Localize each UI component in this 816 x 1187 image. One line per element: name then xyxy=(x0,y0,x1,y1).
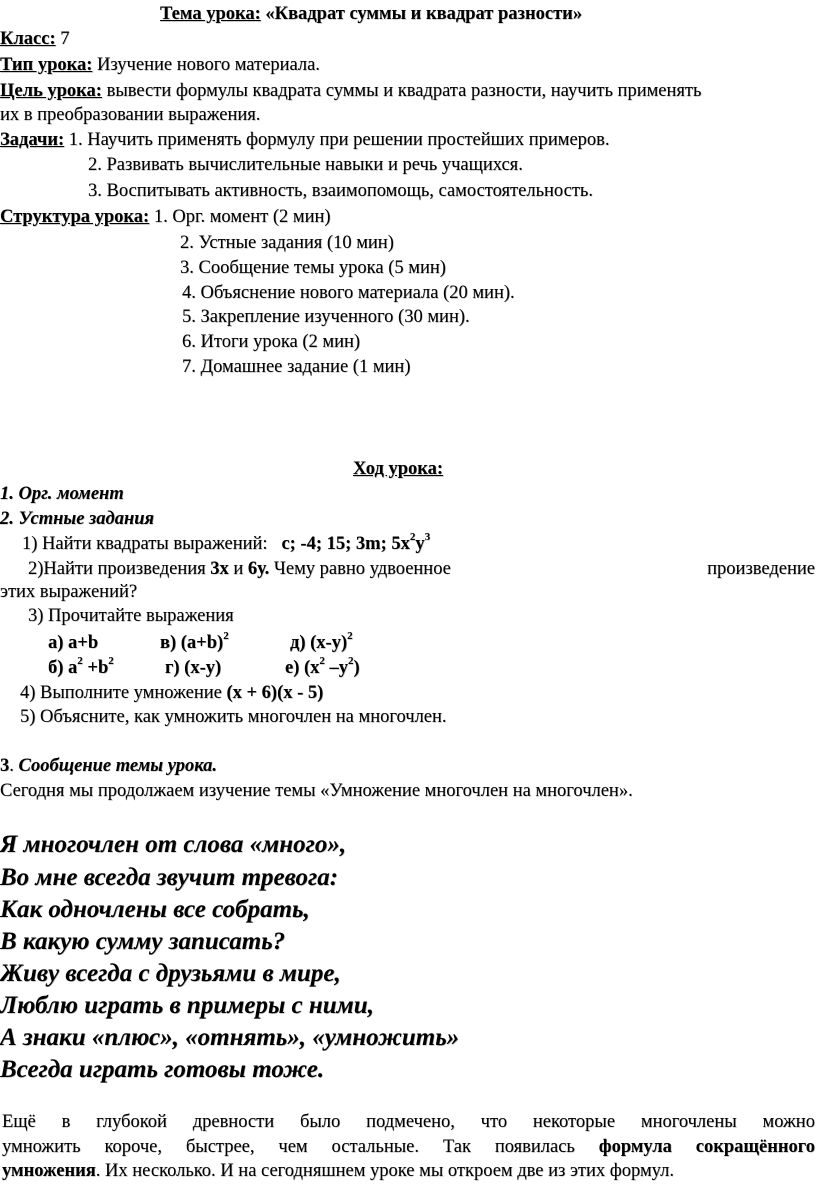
expression: б) $a^2 +b^2$ xyxy=(48,654,114,678)
poem-line: Люблю играть в примеры с ними, xyxy=(0,992,374,1019)
class-value: 7 xyxy=(60,29,70,49)
poem-line: Живу всегда с друзьями в мире, xyxy=(0,960,341,987)
structure-line xyxy=(0,205,331,230)
class-label: Класс: xyxy=(0,29,56,49)
tasks-label: Задачи: xyxy=(0,130,65,150)
type-line xyxy=(0,53,320,78)
title-label: Тема урока: xyxy=(160,4,261,24)
structure-item: 3. Сообщение темы урока (5 мин) xyxy=(180,258,446,278)
section-heading: 3. Сообщение темы урока. xyxy=(0,756,218,776)
structure-item: 2. Устные задания (10 мин) xyxy=(180,233,394,253)
goal-line-2: их в преобразовании выражения. xyxy=(0,105,261,125)
poem-line: А знаки «плюс», «отнять», «умножить» xyxy=(0,1024,460,1051)
structure-item: 6. Итоги урока (2 мин) xyxy=(182,332,361,352)
structure-label: Структура урока: xyxy=(0,207,150,227)
expression: е) ($x^2$ $-y^2$) xyxy=(285,654,360,678)
structure-item: 1. Орг. момент (2 мин) xyxy=(153,207,331,227)
poem-line: Всегда играть готовы тоже. xyxy=(0,1056,325,1083)
structure-item: 7. Домашнее задание (1 мин) xyxy=(182,357,411,377)
goal-text: вывести формулы квадрата суммы и квадрата разности, научить применять xyxy=(106,81,702,101)
question-2-cont: этих выражений? xyxy=(0,582,138,602)
tasks-line xyxy=(0,128,610,153)
goal-label: Цель урока: xyxy=(0,81,102,101)
expression: а) a+b xyxy=(48,633,99,653)
goal-line xyxy=(0,79,701,104)
lesson-title xyxy=(160,2,582,27)
paragraph-line: умножения. Их несколько. И на сегодняшнем уроке мы откроем две из этих формул. xyxy=(2,1161,674,1181)
task-item: 1. Научить применять формулу при решении простейших примеров. xyxy=(68,130,610,150)
poem-line: Во мне всегда звучит тревога: xyxy=(0,864,339,891)
title-text: «Квадрат суммы и квадрат разности» xyxy=(265,4,583,24)
section-heading: 2. Устные задания xyxy=(0,509,155,529)
task-item: 2. Развивать вычислительные навыки и речь учащихся. xyxy=(88,155,523,175)
type-value: Изучение нового материала. xyxy=(97,55,320,75)
structure-item: 5. Закрепление изученного (30 мин). xyxy=(182,307,470,327)
class-line xyxy=(0,27,70,52)
section-heading: 1. Орг. момент xyxy=(0,484,124,504)
question-3: 3) Прочитайте выражения xyxy=(28,606,234,626)
question-expressions: с; -4; 15; 3m; $5x^2y^3$ xyxy=(281,530,431,554)
question-2: 2)Найти произведения 3х и 6у. Чему равно удвоенное произведение xyxy=(28,559,815,579)
poem-line: В какую сумму записать? xyxy=(0,928,286,955)
poem-line: Как одночлены все собрать, xyxy=(0,896,310,923)
progress-heading: Ход урока: xyxy=(353,459,444,479)
structure-item: 4. Объяснение нового материала (20 мин). xyxy=(182,283,515,303)
expression: в) $(a+b)^2$ xyxy=(160,629,229,653)
question-text: 1) Найти квадраты выражений: xyxy=(22,534,268,554)
section-text: Сегодня мы продолжаем изучение темы «Умножение многочлен на многочлен». xyxy=(0,781,633,801)
poem-line: Я многочлен от слова «много», xyxy=(0,831,347,858)
question-5: 5) Объясните, как умножить многочлен на многочлен. xyxy=(20,707,447,727)
paragraph-line: умножить короче, быстрее, чем остальные. Так появилась формула сокращённого xyxy=(2,1137,815,1157)
question-4: 4) Выполните умножение (х + 6)(х - 5) xyxy=(20,683,324,703)
question-1 xyxy=(22,532,430,557)
expression: г) (x-y) xyxy=(165,658,222,678)
paragraph-line: Ещё в глубокой древности было подмечено, что некоторые многочлены можно xyxy=(2,1112,815,1132)
expression: д) $(x-y)^2$ xyxy=(290,629,353,653)
task-item: 3. Воспитывать активность, взаимопомощь, самостоятельность. xyxy=(88,181,593,201)
type-label: Тип урока: xyxy=(0,55,93,75)
